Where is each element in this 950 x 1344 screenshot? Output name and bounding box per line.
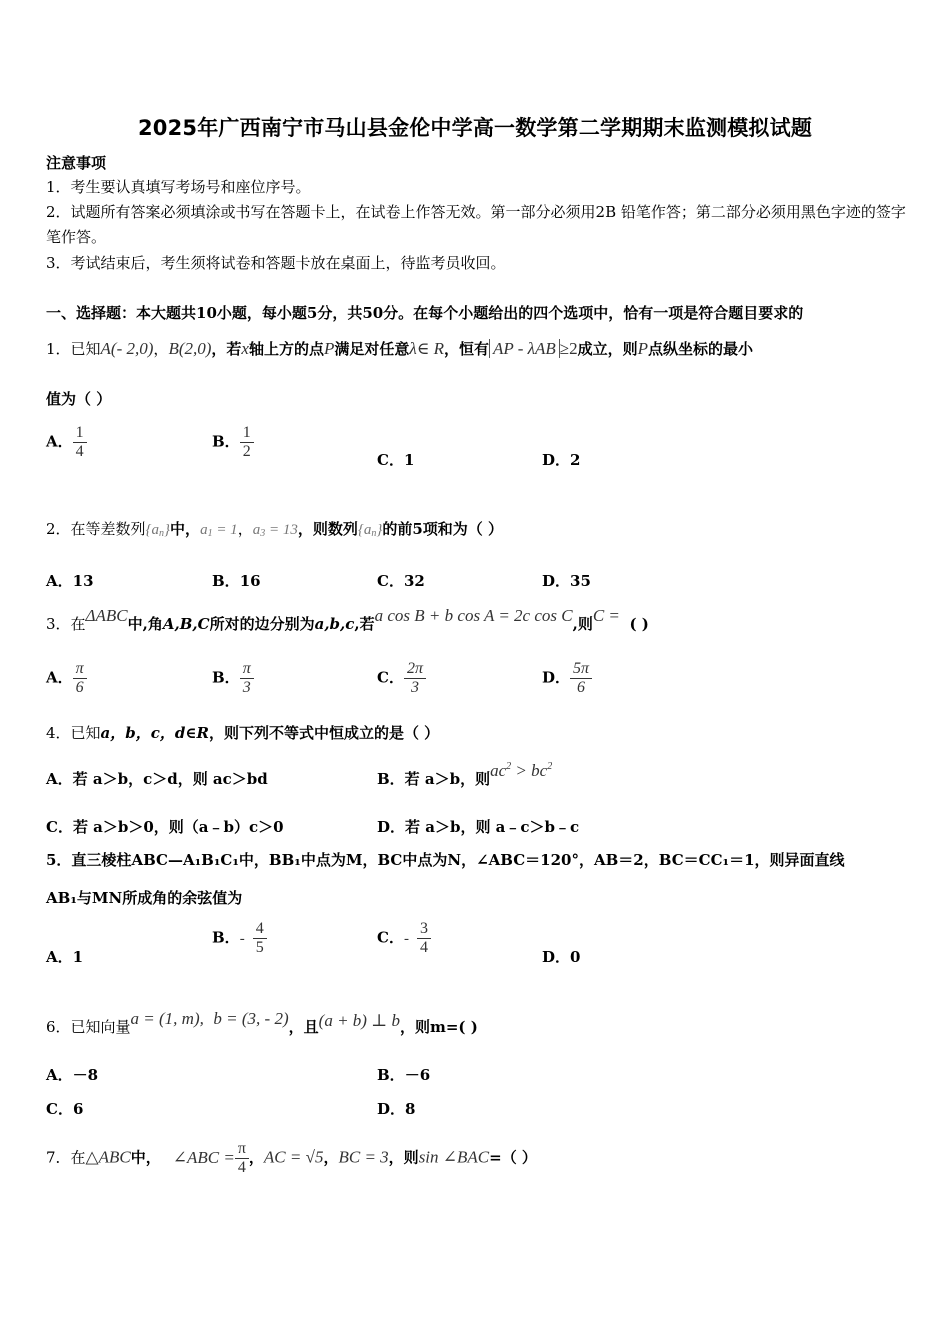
question-2: 2．在等差数列$\{a_n\}$中，$a_1 = 1$，$a_3 = 13$，则数列$\{a_n\}$的前5项和为（ ）: [46, 520, 504, 539]
q5-option-b[interactable]: B．- $\frac{4}{5}$: [212, 920, 267, 957]
section-heading: 一、选择题：本大题共10小题，每小题5分，共50分。在每个小题给出的四个选项中，恰有一项是符合题目要求的: [46, 304, 804, 322]
q4-option-b[interactable]: B．若 a＞b，则$ac^2 > bc^2$: [377, 761, 553, 788]
q6-option-b[interactable]: B．－6: [377, 1066, 431, 1084]
q4-option-d[interactable]: D．若 a＞b，则 a﹣c＞b﹣c: [377, 818, 580, 836]
q5-option-a[interactable]: A．1: [46, 948, 84, 966]
q2-option-a[interactable]: A．13: [46, 572, 94, 590]
notice-item-1: 1．考生要认真填写考场号和座位序号。: [46, 178, 311, 196]
question-4: 4．已知a，b，c，d∈R，则下列不等式中恒成立的是（ ）: [46, 724, 440, 742]
notice-item-2: 2．试题所有答案必须填涂或书写在答题卡上，在试卷上作答无效。第一部分必须用2B 铅笔作答；第二部分必须用黑色字迹的签字笔作答。: [46, 203, 906, 246]
q5-option-c[interactable]: C．- $\frac{3}{4}$: [377, 920, 431, 957]
q1-option-b[interactable]: B． $\frac{1}{2}$: [212, 424, 254, 461]
notice-item-3: 3．考试结束后，考生须将试卷和答题卡放在桌面上，待监考员收回。: [46, 254, 506, 272]
q1-option-d[interactable]: D．2: [542, 451, 581, 469]
question-6: 6．已知向量a = (1, m), b = (3, - 2)，且(a + b) ⊥ b，则m=( ): [46, 1009, 478, 1036]
q1-option-a[interactable]: A． $\frac{1}{4}$: [46, 424, 87, 461]
q4-option-c[interactable]: C．若 a＞b＞0，则（a﹣b）c＞0: [46, 818, 284, 836]
q3-option-a[interactable]: A． $\frac{\pi}{6}$: [46, 660, 87, 697]
q2-option-d[interactable]: D．35: [542, 572, 591, 590]
q1-option-c[interactable]: C．1: [377, 451, 415, 469]
notice-heading: 注意事项: [46, 154, 107, 172]
question-5-line2: AB₁与MN所成角的余弦值为: [46, 889, 243, 907]
q3-option-c[interactable]: C． $\frac{2\pi}{3}$: [377, 660, 426, 697]
q6-option-d[interactable]: D．8: [377, 1100, 416, 1118]
q2-option-b[interactable]: B．16: [212, 572, 261, 590]
question-1: 1．已知A(- 2,0)，B(2,0)，若x轴上方的点P满足对任意λ∈ R，恒有 AP - λAB ≥2成立，则P点纵坐标的最小: [46, 339, 754, 358]
page-title: 2025年广西南宁市马山县金伦中学高一数学第二学期期末监测模拟试题: [137, 116, 813, 140]
q3-option-d[interactable]: D． $\frac{5\pi}{6}$: [542, 660, 592, 697]
question-1-line2: 值为（ ）: [46, 390, 112, 408]
q4-option-a[interactable]: A．若 a＞b，c＞d，则 ac＞bd: [46, 770, 268, 788]
q6-option-c[interactable]: C．6: [46, 1100, 84, 1118]
q6-option-a[interactable]: A．－8: [46, 1066, 99, 1084]
question-3: 3．在ΔABC中,角A,B,C所对的边分别为a,b,c,若a cos B + b cos A = 2c cos C,则C = ( ): [46, 606, 649, 633]
question-5: 5．直三棱柱ABC—A₁B₁C₁中，BB₁中点为M，BC中点为N，∠ABC＝120°，AB＝2，BC＝CC₁＝1，则异面直线: [46, 851, 845, 869]
q2-option-c[interactable]: C．32: [377, 572, 425, 590]
q5-option-d[interactable]: D．0: [542, 948, 581, 966]
question-7: 7．在△ABC中， ∠ABC = $\frac{\pi}{4}$ ，AC = √5，BC = 3，则sin ∠BAC=（ ）: [46, 1140, 537, 1176]
q3-option-b[interactable]: B． $\frac{\pi}{3}$: [212, 660, 254, 697]
